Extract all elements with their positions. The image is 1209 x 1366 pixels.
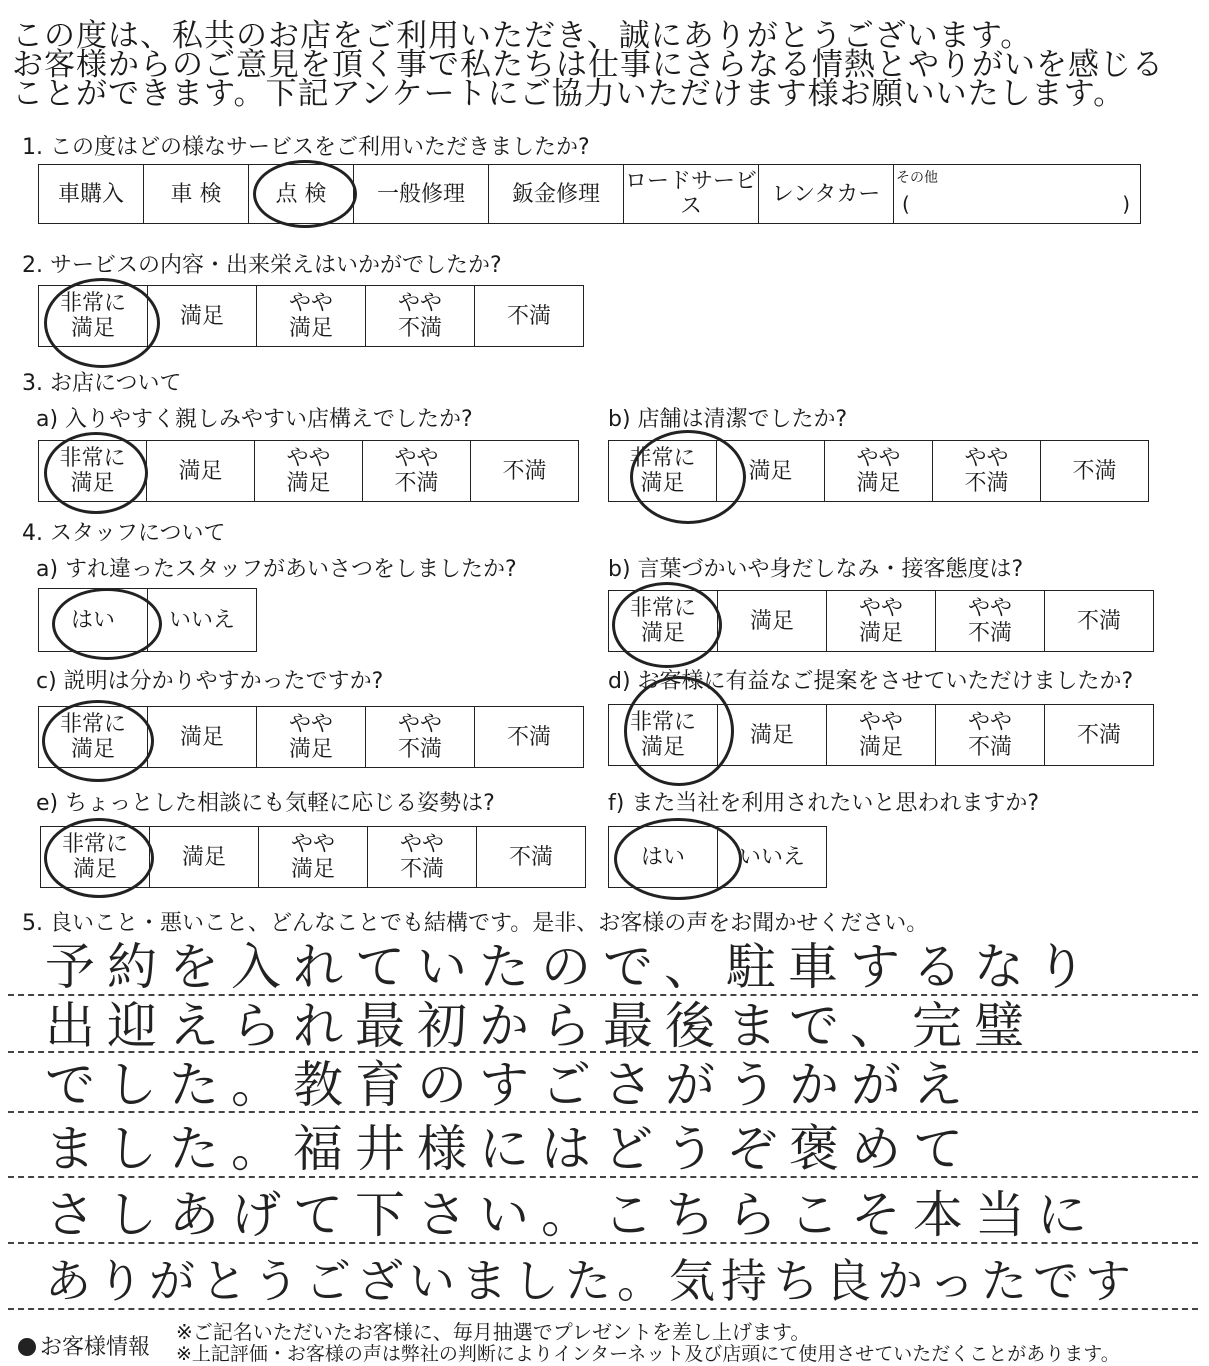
rating-option[interactable]: 非常に 満足 <box>609 591 718 652</box>
rating-option[interactable]: 非常に 満足 <box>39 441 147 502</box>
yesno-option[interactable]: いいえ <box>148 589 257 652</box>
q3b-rating-options <box>608 440 1149 502</box>
rating-option[interactable]: 満足 <box>717 441 825 502</box>
yesno-option[interactable]: はい <box>609 827 718 888</box>
rating-option[interactable]: 満足 <box>148 286 257 347</box>
rating-option[interactable]: やや 満足 <box>259 827 368 888</box>
rating-option[interactable]: 満足 <box>718 705 827 766</box>
rating-option[interactable]: やや 満足 <box>827 591 936 652</box>
intro-line: この度は、私共のお店をご利用いただき、誠にありがとうございます。 <box>12 18 1033 54</box>
rating-option[interactable]: 非常に 満足 <box>609 705 718 766</box>
yesno-option[interactable]: いいえ <box>718 827 827 888</box>
q4c-label: c) 説明は分かりやすかったですか? <box>36 669 384 694</box>
rating-option[interactable]: 満足 <box>718 591 827 652</box>
q1-label: 1. この度はどの様なサービスをご利用いただきましたか? <box>22 135 590 160</box>
rating-option[interactable]: 非常に 満足 <box>39 707 148 768</box>
rating-option[interactable]: やや 満足 <box>825 441 933 502</box>
q1-option[interactable]: 車購入 <box>39 165 144 224</box>
rating-option[interactable]: 非常に 満足 <box>609 441 717 502</box>
rating-option[interactable]: やや 満足 <box>255 441 363 502</box>
rating-option[interactable]: やや 不満 <box>368 827 477 888</box>
rating-option[interactable]: 満足 <box>148 707 257 768</box>
rating-option[interactable]: 不満 <box>1041 441 1149 502</box>
rating-option[interactable]: 満足 <box>150 827 259 888</box>
q4e-label: e) ちょっとした相談にも気軽に応じる姿勢は? <box>36 791 495 816</box>
q1-other-close: ) <box>1122 192 1130 216</box>
handwritten-comment-line: ありがとうございました。気持ち良かったです <box>45 1254 1137 1308</box>
rating-option[interactable]: 非常に 満足 <box>39 286 148 347</box>
footer-note-2: ※上記評価・お客様の声は弊社の判断によりインターネット及び店頭にて使用させていただくことがあります。 <box>176 1343 1120 1365</box>
q4c-rating-options <box>38 706 584 768</box>
handwritten-comment-line: ました。福井様にはどうぞ褒めて <box>45 1120 975 1178</box>
intro-line: お客様からのご意見を頂く事で私たちは仕事にさらなる情熱とやりがいを感じる <box>12 47 1164 83</box>
rating-option[interactable]: 不満 <box>475 707 584 768</box>
q4-label: 4. スタッフについて <box>22 521 226 546</box>
q3b-label: b) 店舗は清潔でしたか? <box>608 407 848 432</box>
footer-note-1: ※ご記名いただいたお客様に、毎月抽選でプレゼントを差し上げます。 <box>176 1320 811 1344</box>
q1-option[interactable]: ロードサービス <box>624 165 759 224</box>
yesno-option[interactable]: はい <box>39 589 148 652</box>
rating-option[interactable]: 満足 <box>147 441 255 502</box>
rating-option[interactable]: やや 不満 <box>933 441 1041 502</box>
rating-option[interactable]: やや 不満 <box>936 705 1045 766</box>
customer-info-label: お客様情報 <box>40 1335 151 1360</box>
q3a-label: a) 入りやすく親しみやすい店構えでしたか? <box>36 407 473 432</box>
q4b-rating-options <box>608 590 1154 652</box>
q4e-rating-options <box>40 826 586 888</box>
q2-label: 2. サービスの内容・出来栄えはいかがでしたか? <box>22 253 502 278</box>
q1-other-option[interactable] <box>894 165 1141 224</box>
handwritten-comment-line: 予約を入れていたので、駐車するなり <box>45 938 1098 996</box>
q4d-rating-options <box>608 704 1154 766</box>
handwritten-comment-line: 出迎えられ最初から最後まで、完璧 <box>45 997 1036 1055</box>
q1-other-open: ( <box>902 192 910 216</box>
rating-option[interactable]: 不満 <box>477 827 586 888</box>
answer-line <box>8 1308 1198 1310</box>
q1-option[interactable]: 鈑金修理 <box>489 165 624 224</box>
q1-other-label: その他 <box>896 170 938 186</box>
handwritten-comment-line: でした。教育のすごさがうかがえ <box>45 1056 975 1114</box>
q4f-yesno-options <box>608 826 827 888</box>
q4a-label: a) すれ違ったスタッフがあいさつをしましたか? <box>36 557 517 582</box>
intro-line: ことができます。下記アンケートにご協力いただけます様お願いいたします。 <box>12 76 1126 112</box>
q3-label: 3. お店について <box>22 371 182 396</box>
rating-option[interactable]: やや 満足 <box>827 705 936 766</box>
q2-rating-options <box>38 285 584 347</box>
bullet-icon <box>18 1338 36 1356</box>
intro-text <box>12 18 1202 112</box>
q3a-rating-options <box>38 440 579 502</box>
rating-option[interactable]: やや 満足 <box>257 286 366 347</box>
rating-option[interactable]: 不満 <box>475 286 584 347</box>
rating-option[interactable]: やや 満足 <box>257 707 366 768</box>
q1-option[interactable]: 車 検 <box>144 165 249 224</box>
rating-option[interactable]: やや 不満 <box>363 441 471 502</box>
handwritten-comment-line: さしあげて下さい。こちらこそ本当に <box>45 1186 1099 1244</box>
customer-info-heading <box>18 1330 150 1361</box>
q4f-label: f) また当社を利用されたいと思われますか? <box>608 791 1039 816</box>
q1-option[interactable]: 一般修理 <box>354 165 489 224</box>
rating-option[interactable]: 不満 <box>1045 705 1154 766</box>
rating-option[interactable]: 非常に 満足 <box>41 827 150 888</box>
q4b-label: b) 言葉づかいや身だしなみ・接客態度は? <box>608 557 1024 582</box>
rating-option[interactable]: 不満 <box>1045 591 1154 652</box>
q4a-yesno-options <box>38 588 257 652</box>
rating-option[interactable]: やや 不満 <box>366 707 475 768</box>
rating-option[interactable]: やや 不満 <box>936 591 1045 652</box>
q1-option[interactable]: レンタカー <box>759 165 894 224</box>
rating-option[interactable]: 不満 <box>471 441 579 502</box>
rating-option[interactable]: やや 不満 <box>366 286 475 347</box>
q5-label: 5. 良いこと・悪いこと、どんなことでも結構です。是非、お客様の声をお聞かせください。 <box>22 911 929 936</box>
q1-option[interactable]: 点 検 <box>249 165 354 224</box>
q1-service-options <box>38 164 1141 224</box>
q4d-label: d) お客様に有益なご提案をさせていただけましたか? <box>608 669 1134 694</box>
